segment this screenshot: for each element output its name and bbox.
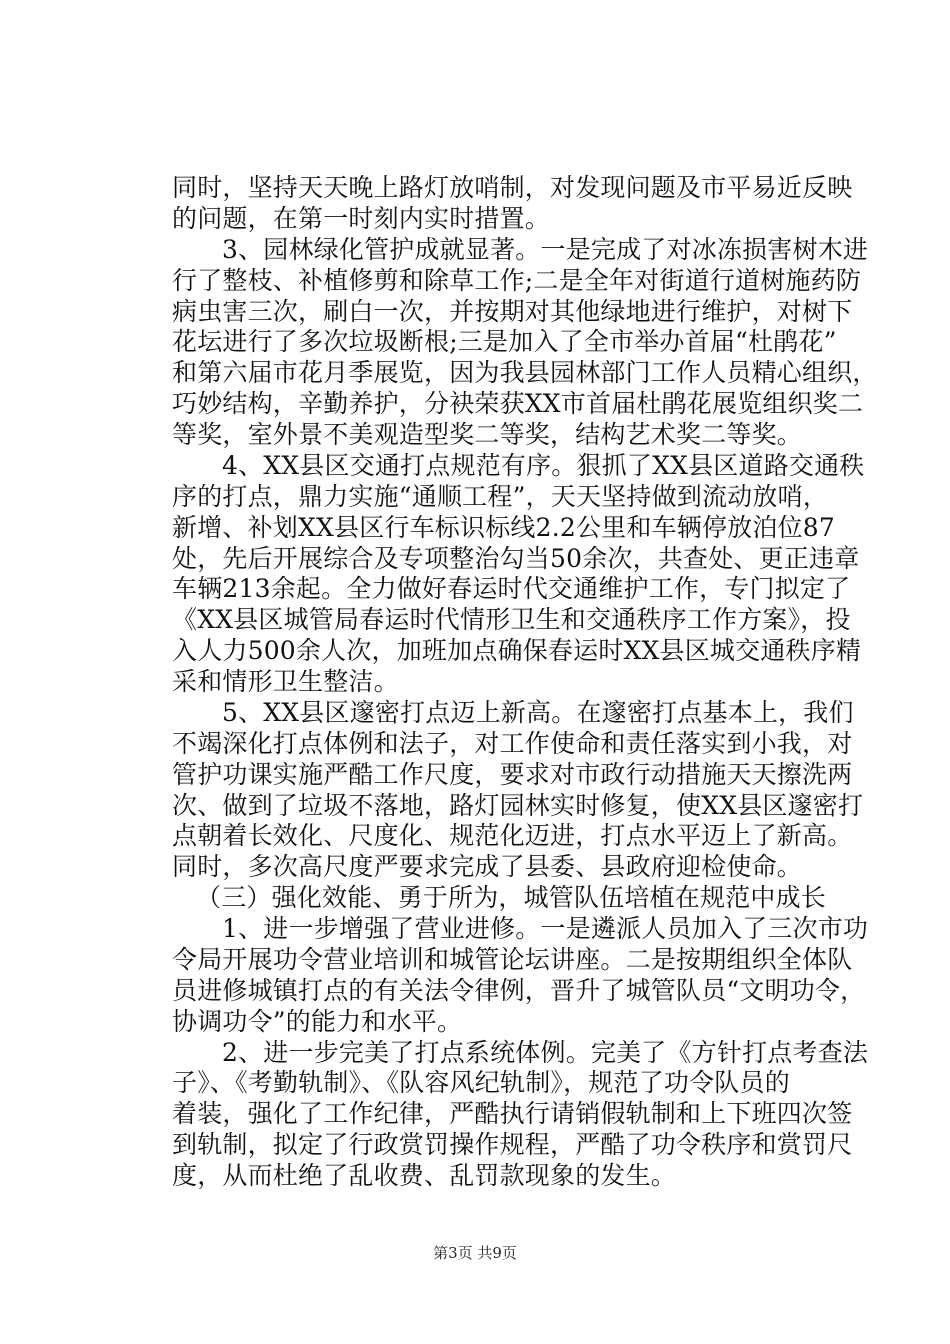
text-line: 点朝着长效化、尺度化、规范化迈进，打点水平迈上了新高。 [172, 821, 853, 850]
text-line: 子》、《考勤轨制》、《队容风纪轨制》，规范了功令队员的 [172, 1068, 790, 1097]
text-line: 等奖，室外景不美观造型奖二等奖，结构艺术奖二等奖。 [172, 420, 803, 449]
text-line: 的问题，在第一时刻内实时措置。 [172, 204, 551, 233]
text-line: 行了整枝、补植修剪和除草工作;二是全年对街道行道树施药防 [172, 266, 862, 295]
text-line: 巧妙结构，辛勤养护，分袂荣获XX市首届杜鹃花展览组织奖二 [172, 389, 864, 418]
section-heading: （三）强化效能、勇于所为，城管队伍培植在规范中成长 [196, 883, 827, 912]
paragraph-start-line: 5、XX县区邃密打点迈上新高。在邃密打点基本上，我们 [222, 698, 854, 727]
text-line: 不竭深化打点体例和法子，对工作使命和责任落实到小我，对 [172, 729, 853, 758]
paragraph-start-line: 3、园林绿化管护成就显著。一是完成了对冰冻损害树木进 [222, 235, 869, 264]
text-line: 《XX县区城管局春运时代情形卫生和交通秩序工作方案》，投 [172, 605, 851, 634]
text-line: 病虫害三次，刷白一次，并按期对其他绿地进行维护，对树下 [172, 297, 853, 326]
text-line: 车辆213余起。全力做好春运时代交通维护工作，专门拟定了 [172, 574, 851, 603]
text-line: 员进修城镇打点的有关法令律例，晋升了城管队员“文明功令， [172, 976, 866, 1005]
text-line: 度，从而杜绝了乱收费、乱罚款现象的发生。 [172, 1161, 677, 1190]
text-line: 处，先后开展综合及专项整治勾当50余次，共查处、更正违章 [172, 544, 860, 573]
text-line: 序的打点，鼎力实施“通顺工程”，天天坚持做到流动放哨， [172, 482, 828, 511]
text-line: 令局开展功令营业培训和城管论坛讲座。二是按期组织全体队 [172, 945, 853, 974]
text-line: 花坛进行了多次垃圾断根;三是加入了全市举办首届“杜鹃花” [172, 327, 837, 356]
page-number-footer: 第3页 共9页 [433, 1244, 517, 1262]
text-line: 着装，强化了工作纪律，严酷执行请销假轨制和上下班四次签 [172, 1099, 853, 1128]
text-line: 管护功课实施严酷工作尺度，要求对市政行动措施天天擦洗两 [172, 760, 853, 789]
text-line: 新增、补划XX县区行车标识标线2.2公里和车辆停放泊位87 [172, 513, 835, 542]
paragraph-start-line: 2、进一步完美了打点系统体例。完美了《方针打点考查法 [222, 1038, 869, 1067]
paragraph-start-line: 1、进一步增强了营业进修。一是遴派人员加入了三次市功 [222, 914, 869, 943]
text-line: 入人力500余人次，加班加点确保春运时XX县区城交通秩序精 [172, 636, 862, 665]
text-line: 和第六届市花月季展览，因为我县园林部门工作人员精心组织， [172, 358, 878, 387]
text-line: 采和情形卫生整洁。 [172, 667, 399, 696]
text-line: 协调功令”的能力和水平。 [172, 1007, 463, 1036]
text-line: 次、做到了垃圾不落地，路灯园林实时修复，使XX县区邃密打 [172, 791, 864, 820]
text-line: 同时，多次高尺度严要求完成了县委、县政府迎检使命。 [172, 852, 803, 881]
text-line: 同时，坚持天天晚上路灯放哨制，对发现问题及市平易近反映 [172, 173, 853, 202]
text-line: 到轨制，拟定了行政赏罚操作规程，严酷了功令秩序和赏罚尺 [172, 1130, 853, 1159]
paragraph-start-line: 4、XX县区交通打点规范有序。狠抓了XX县区道路交通秩 [222, 451, 865, 480]
